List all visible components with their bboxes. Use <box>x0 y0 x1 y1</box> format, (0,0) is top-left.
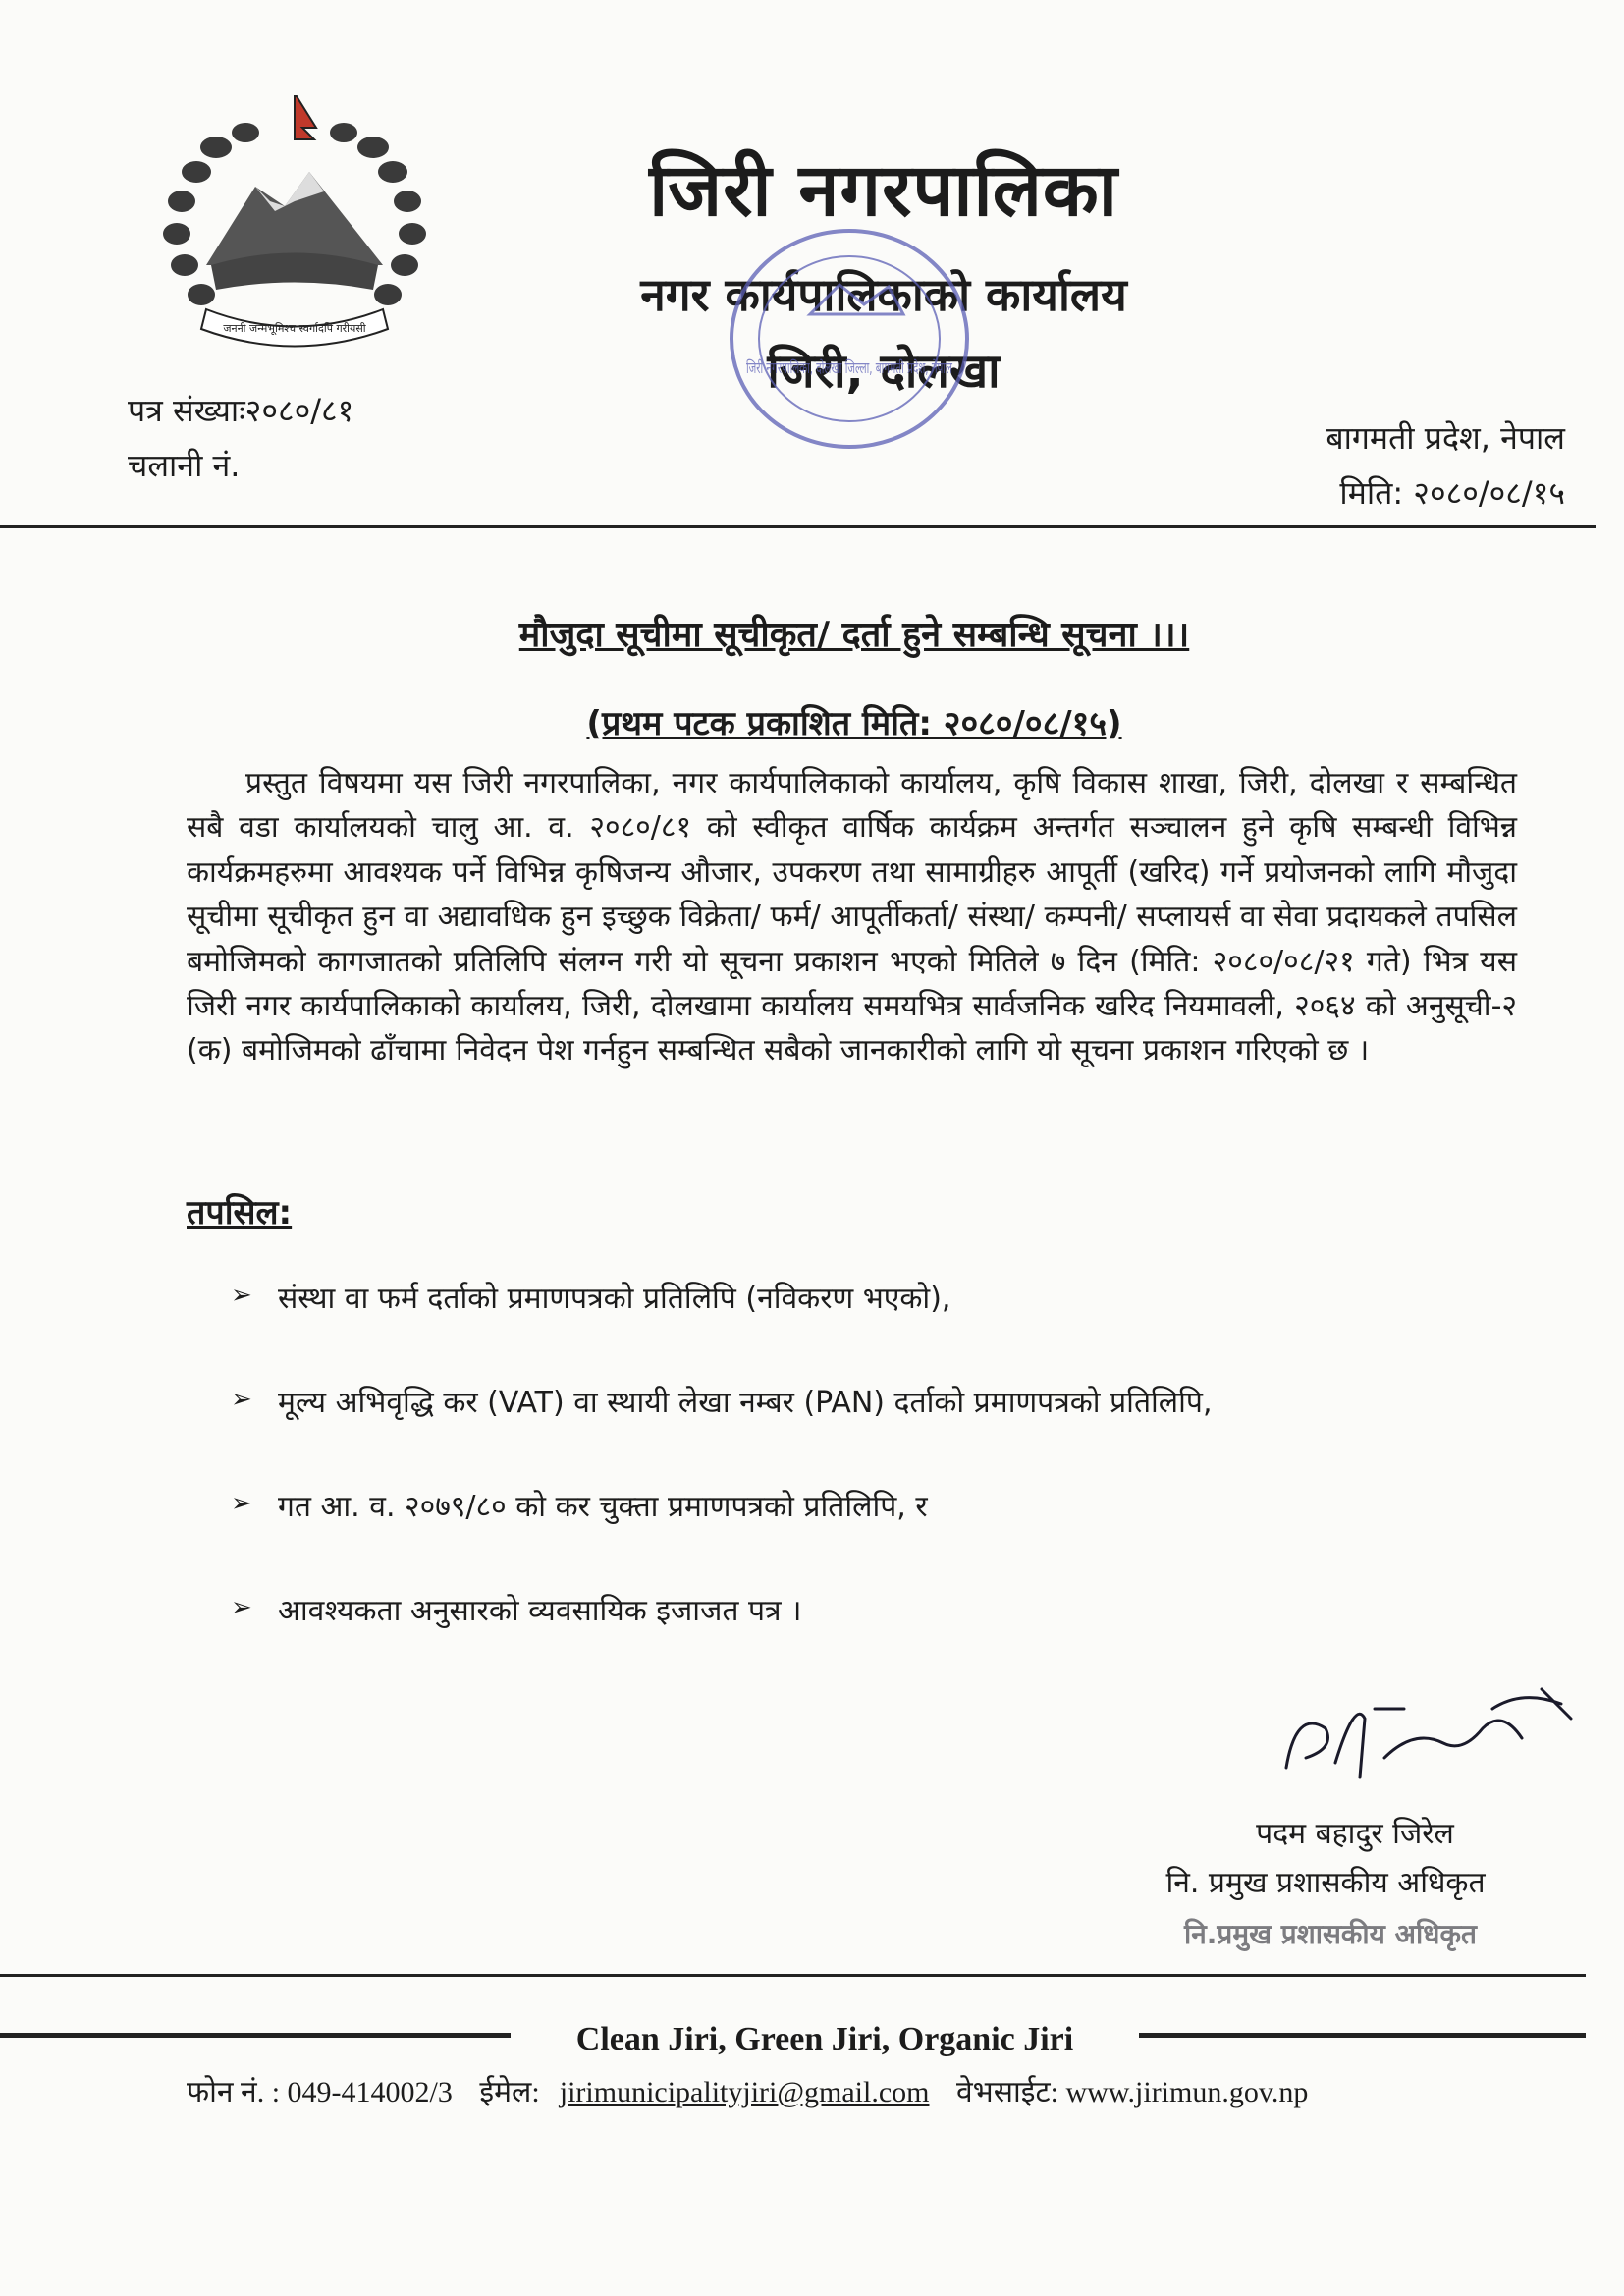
list-item-text: गत आ. व. २०७९/८० को कर चुक्ता प्रमाणपत्रको प्रतिलिपि, र <box>278 1490 928 1524</box>
province-label: बागमती प्रदेश, नेपाल <box>1326 419 1565 457</box>
office-subtitle: नगर कार्यपालिकाको कार्यालय <box>640 268 1127 321</box>
list-item <box>231 1485 1409 1589</box>
tapsil-heading: तपसिल: <box>187 1193 293 1232</box>
notice-body: प्रस्तुत विषयमा यस जिरी नगरपालिका, नगर कार्यपालिकाको कार्यालय, कृषि विकास शाखा, जिरी, दोलखा र सम्बन्धित सबै वडा कार्यालयको चालु आ. व. २०८०/८१ को स्वीकृत वार्षिक कार्यक्रम अन्तर्गत सञ्चालन हुने कृषि सम्बन्धी विभिन्न कार्यक्रमहरुमा आवश्यक पर्ने विभिन्न कृषिजन्य औजार, उपकरण तथा सामाग्रीहरु आपूर्ती (खरिद) गर्ने प्रयोजनको लागि मौजुदा सूचीमा सूचीकृत हुन वा अद्यावधिक हुन इच्छुक विक्रेता/ फर्म/ आपूर्तीकर्ता/ संस्था/ कम्पनी/ सप्लायर्स वा सेवा प्रदायकले तपसिल बमोजिमको कागजातको प्रतिलिपि संलग्न गरी यो सूचना प्रकाशन भएको मितिले ७ दिन (मिति: २०८०/०८/२१ गते) भित्र यस जिरी नगर कार्यपालिकाको कार्यालय, जिरी, दोलखामा कार्यालय समयभित्र सार्वजनिक खरिद नियमावली, २०६४ को अनुसूची-२ (क) बमोजिमको ढाँचामा निवेदन पेश गर्नहुन सम्बन्धित सबैको जानकारीको लागि यो सूचना प्रकाशन गरिएको छ । <box>187 766 1517 1068</box>
footer-divider-top <box>0 1974 1586 1977</box>
footer-slogan: Clean Jiri, Green Jiri, Organic Jiri <box>511 2021 1139 2058</box>
office-seal-stamp <box>717 216 982 462</box>
footer-contact <box>187 2070 1561 2110</box>
handwritten-signature <box>1267 1669 1591 1797</box>
list-item <box>231 1589 1409 1693</box>
header-divider <box>0 525 1596 528</box>
office-address: जिरी, दोलखा <box>767 344 1001 399</box>
footer-email-label: ईमेल: <box>479 2076 540 2108</box>
arrow-bullet-icon: ➢ <box>231 1489 252 1518</box>
notice-title: मौजुदा सूचीमा सूचीकृत/ दर्ता हुने सम्बन्धि सूचना ।।। <box>518 615 1190 655</box>
letter-date: मिति: २०८०/०८/१५ <box>1339 474 1565 512</box>
arrow-bullet-icon: ➢ <box>231 1593 252 1622</box>
requirements-list <box>231 1277 1409 1693</box>
footer-email[interactable]: jirimunicipalityjiri@gmail.com <box>559 2076 930 2108</box>
seal-text: जिरी नगरपालिका, दोलखा जिल्ला, बागमती प्रदेश, नेपाल <box>746 358 953 377</box>
list-item <box>231 1381 1409 1485</box>
emblem-motto: जननी जन्मभूमिश्च स्वर्गादपि गरीयसी <box>223 322 366 335</box>
list-item-text: संस्था वा फर्म दर्ताको प्रमाणपत्रको प्रतिलिपि (नविकरण भएको), <box>278 1282 951 1316</box>
signatory-name: पदम बहादुर जिरेल <box>1256 1817 1454 1851</box>
reference-block <box>128 383 353 493</box>
footer-website[interactable]: वेभसाईट: www.jirimun.gov.np <box>955 2076 1309 2108</box>
dispatch-number: चलानी नं. <box>128 447 241 484</box>
signatory-post: नि. प्रमुख प्रशासकीय अधिकृत <box>1165 1866 1486 1900</box>
list-item-text: आवश्यकता अनुसारको व्यवसायिक इजाजत पत्र । <box>278 1594 802 1628</box>
reference-number: पत्र संख्याः२०८०/८१ <box>128 392 354 429</box>
office-title: जिरी नगरपालिका <box>649 148 1118 233</box>
notice-publish-date: (प्रथम पटक प्रकाशित मिति: २०८०/०८/१५) <box>586 704 1122 743</box>
list-item-text: मूल्य अभिवृद्धि कर (VAT) वा स्थायी लेखा नम्बर (PAN) दर्ताको प्रमाणपत्रको प्रतिलिपि, <box>278 1386 1213 1420</box>
arrow-bullet-icon: ➢ <box>231 1385 252 1414</box>
province-date-block <box>1326 410 1565 520</box>
nepal-emblem-icon <box>137 79 452 363</box>
footer-phone: फोन नं. : 049-414002/3 <box>187 2076 453 2108</box>
list-item <box>231 1277 1409 1381</box>
signatory-stamp: नि.प्रमुख प्रशासकीय अधिकृत <box>1184 1918 1477 1950</box>
arrow-bullet-icon: ➢ <box>231 1281 252 1310</box>
